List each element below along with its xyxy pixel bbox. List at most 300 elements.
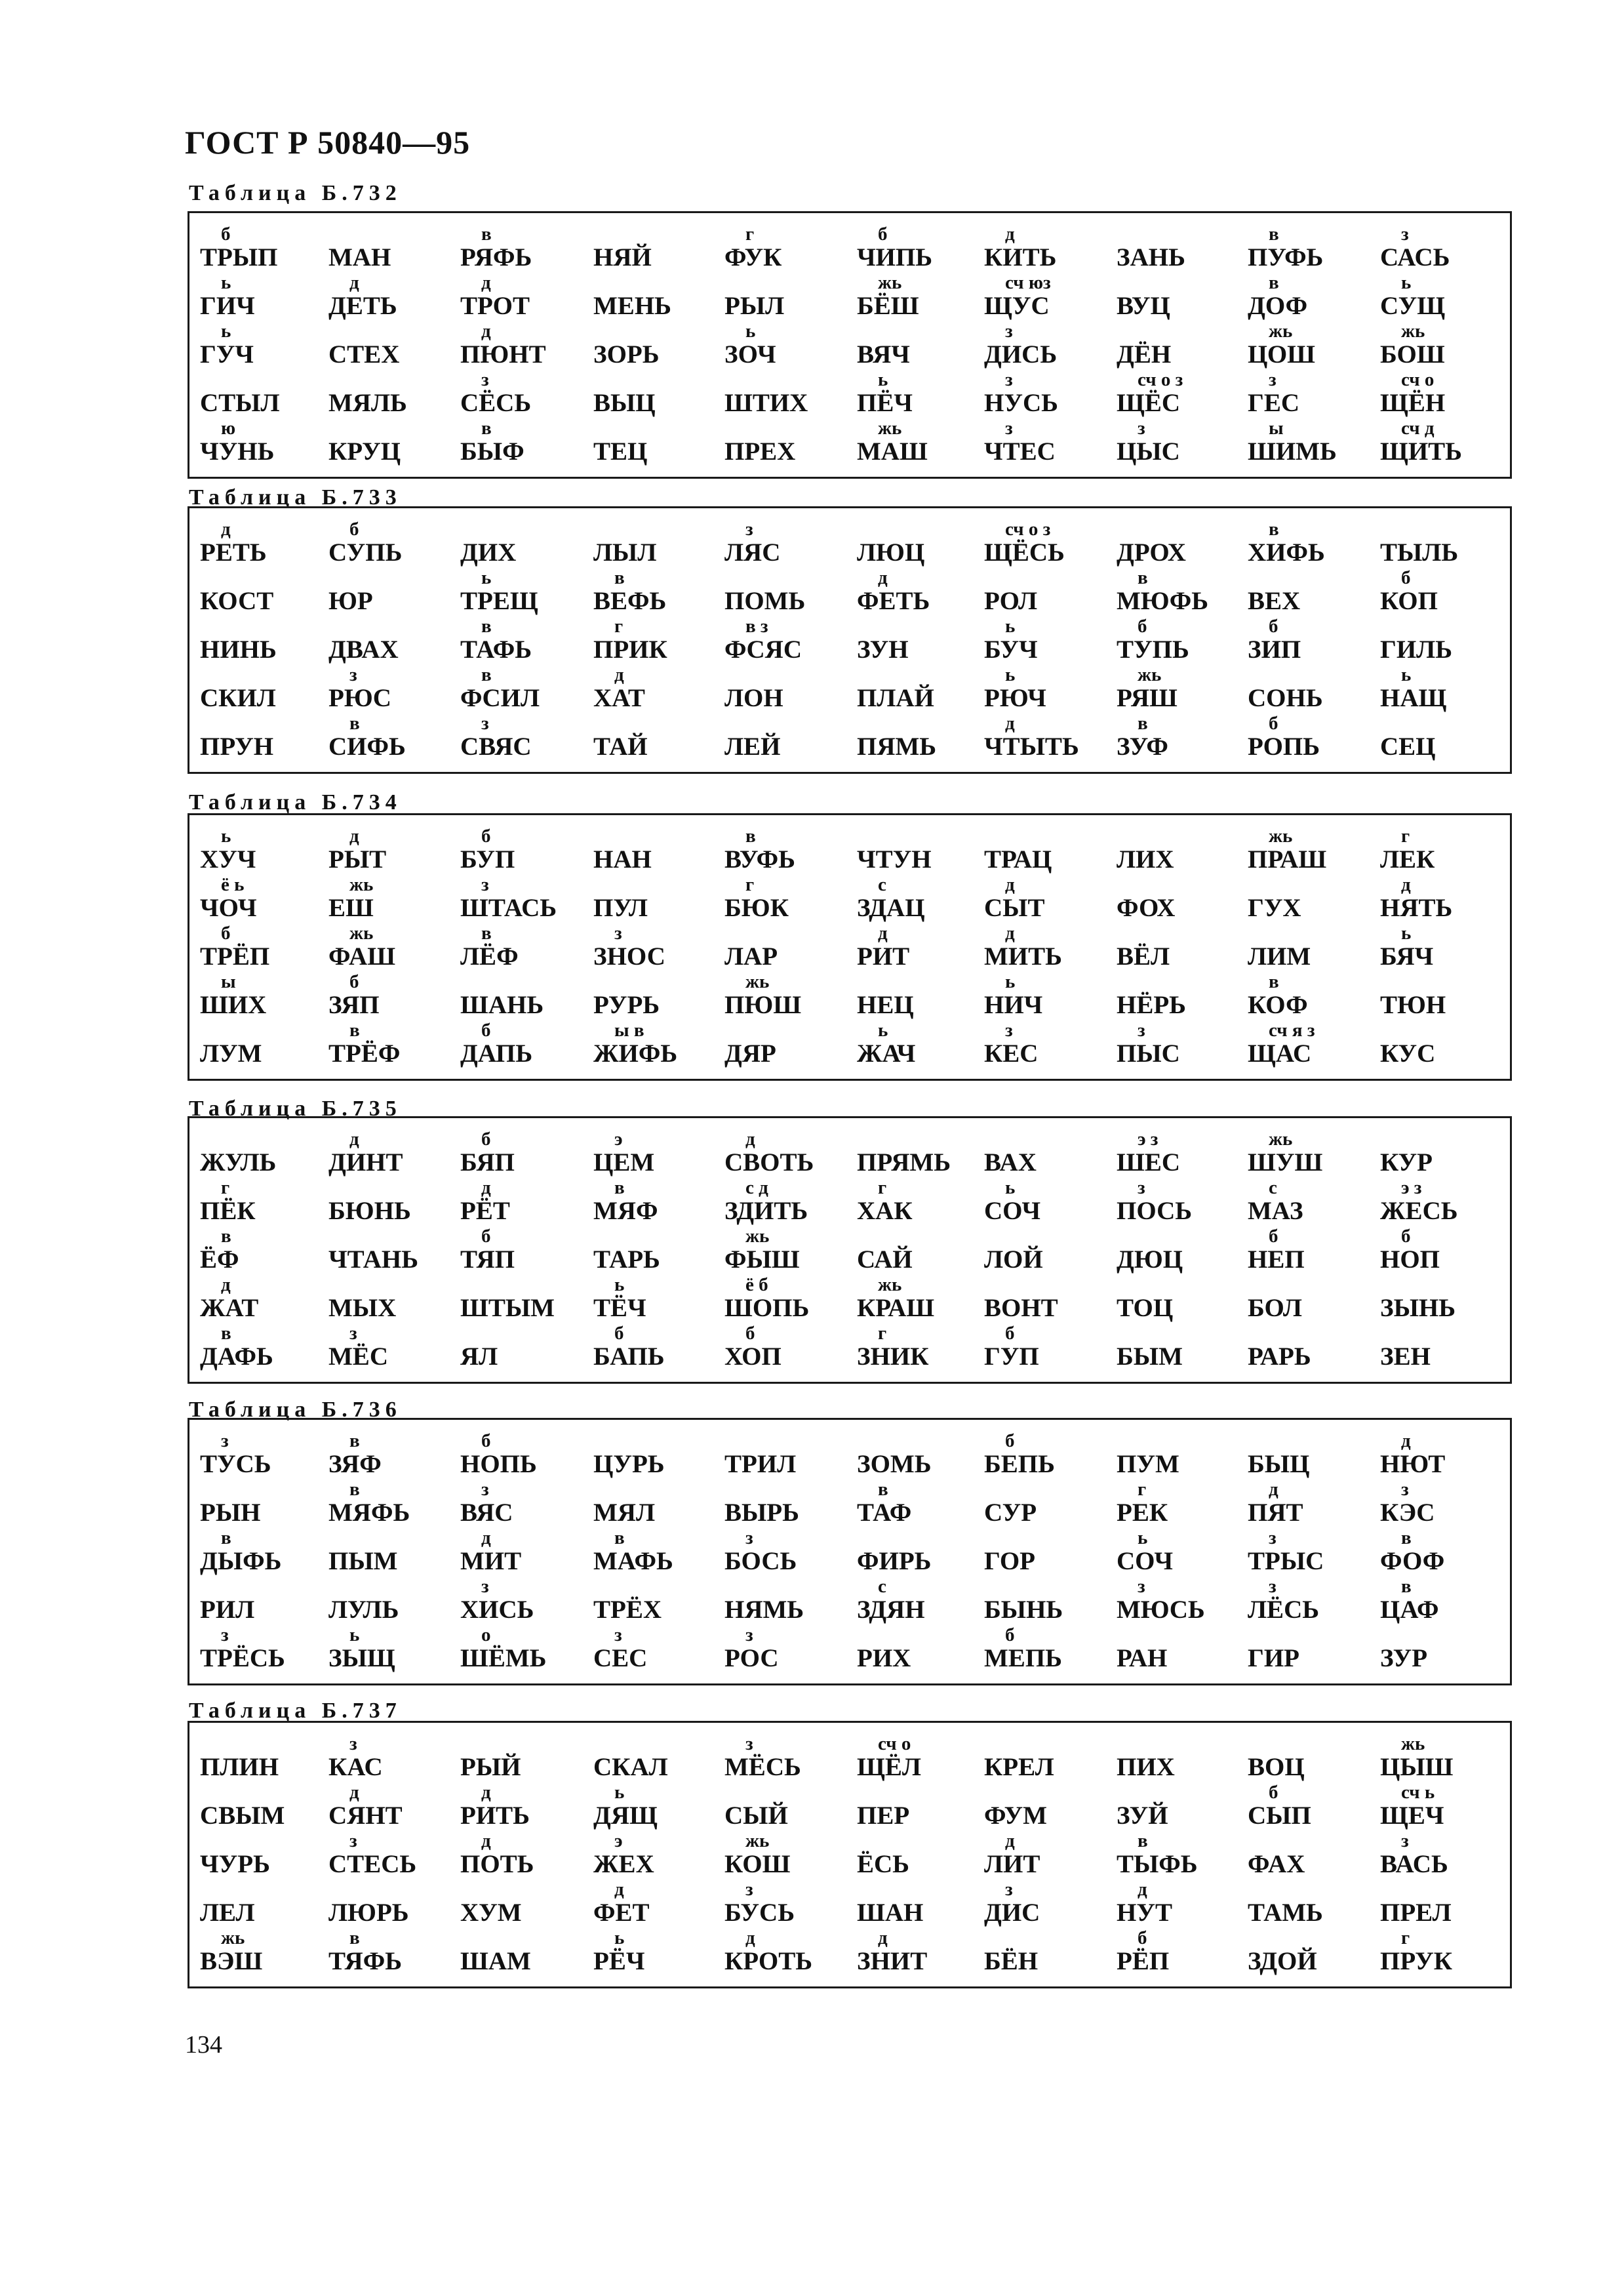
- syllable-word: МЯЛЬ: [328, 389, 407, 417]
- phonetic-mark: г: [878, 1177, 887, 1198]
- phonetic-mark: д: [349, 1129, 359, 1150]
- syllable-word: БУП: [460, 845, 515, 874]
- syllable-word: РАРЬ: [1248, 1342, 1311, 1371]
- syllable-word: ЧИПЬ: [857, 243, 933, 272]
- syllable-word: ПЮШ: [724, 991, 802, 1019]
- phonetic-mark: б: [481, 1226, 491, 1247]
- phonetic-mark: з: [481, 713, 489, 734]
- syllable-word: ПРЕХ: [724, 437, 796, 466]
- syllable-word: НЁРЬ: [1117, 991, 1186, 1019]
- syllable-word: СТЫЛ: [200, 389, 280, 417]
- phonetic-mark: ь: [614, 1782, 625, 1803]
- syllable-word: МЯФЬ: [328, 1499, 410, 1527]
- table-row: [189, 1529, 1510, 1576]
- syllable-word: ХОП: [724, 1342, 782, 1371]
- syllable-word: ХИФЬ: [1248, 538, 1325, 567]
- syllable-word: ТРЫП: [200, 243, 278, 272]
- syllable-word: ЖИФЬ: [593, 1039, 678, 1068]
- phonetic-mark: з: [1138, 1020, 1145, 1041]
- phonetic-mark: д: [1005, 874, 1015, 895]
- syllable-word: БЫМ: [1117, 1342, 1183, 1371]
- phonetic-mark: о: [481, 1624, 491, 1645]
- phonetic-mark: жь: [1269, 1129, 1293, 1150]
- phonetic-mark: ь: [221, 321, 231, 342]
- word-table: [188, 813, 1512, 1081]
- syllable-word: НУТ: [1117, 1899, 1172, 1927]
- phonetic-mark: э з: [1138, 1129, 1159, 1150]
- syllable-word: НЯЙ: [593, 243, 652, 272]
- syllable-word: КАС: [328, 1753, 383, 1781]
- syllable-word: ЦУРЬ: [593, 1450, 665, 1478]
- phonetic-mark: в: [481, 616, 492, 637]
- syllable-word: ТЯП: [460, 1245, 515, 1274]
- syllable-word: ТРЫС: [1248, 1547, 1324, 1575]
- syllable-word: ДВАХ: [328, 635, 399, 664]
- syllable-word: СЁСЬ: [460, 389, 532, 417]
- syllable-word: СУПЬ: [328, 538, 403, 567]
- syllable-word: НИНЬ: [200, 635, 277, 664]
- syllable-word: ДЁН: [1117, 340, 1172, 369]
- phonetic-mark: в: [614, 1527, 625, 1548]
- phonetic-mark: ь: [1005, 971, 1016, 992]
- syllable-word: ЗОМЬ: [857, 1450, 932, 1478]
- syllable-word: КЕС: [984, 1039, 1039, 1068]
- syllable-word: РЯФЬ: [460, 243, 532, 272]
- syllable-word: ФАШ: [328, 942, 396, 971]
- phonetic-mark: с: [878, 874, 886, 895]
- syllable-word: БЕПЬ: [984, 1450, 1055, 1478]
- table-row: [189, 1626, 1510, 1673]
- syllable-word: МИТ: [460, 1547, 522, 1575]
- syllable-word: РАН: [1117, 1644, 1168, 1672]
- phonetic-mark: б: [614, 1323, 624, 1344]
- syllable-word: ШТАСЬ: [460, 894, 557, 922]
- phonetic-mark: д: [481, 321, 491, 342]
- syllable-word: РЫЛ: [724, 292, 785, 320]
- syllable-word: ВЭШ: [200, 1947, 263, 1975]
- phonetic-mark: жь: [745, 1830, 770, 1851]
- phonetic-mark: з: [1005, 1020, 1013, 1041]
- syllable-word: ТАФЬ: [460, 635, 532, 664]
- syllable-word: КОП: [1380, 587, 1438, 615]
- syllable-word: ДИХ: [460, 538, 517, 567]
- syllable-word: БЮК: [724, 894, 789, 922]
- syllable-word: СТЕХ: [328, 340, 400, 369]
- syllable-word: ФСИЛ: [460, 684, 540, 712]
- syllable-word: ЦАФ: [1380, 1596, 1439, 1624]
- phonetic-mark: э з: [1401, 1177, 1422, 1198]
- word-table: [188, 1418, 1512, 1685]
- syllable-word: ЗЕН: [1380, 1342, 1431, 1371]
- phonetic-mark: б: [1269, 1226, 1278, 1247]
- phonetic-mark: д: [481, 1782, 491, 1803]
- phonetic-mark: в: [481, 923, 492, 944]
- syllable-word: ЛОН: [724, 684, 783, 712]
- syllable-word: ЧУНЬ: [200, 437, 275, 466]
- syllable-word: ТАМЬ: [1248, 1899, 1323, 1927]
- syllable-word: БЫНЬ: [984, 1596, 1063, 1624]
- syllable-word: ЩЕЧ: [1380, 1802, 1444, 1830]
- phonetic-mark: з: [1138, 1177, 1145, 1198]
- syllable-word: КОШ: [724, 1850, 791, 1878]
- phonetic-mark: в: [221, 1323, 231, 1344]
- syllable-word: ВАХ: [984, 1148, 1037, 1177]
- syllable-word: ПУЛ: [593, 894, 648, 922]
- table-row: [189, 1324, 1510, 1371]
- phonetic-mark: д: [1005, 713, 1015, 734]
- syllable-word: СВОТЬ: [724, 1148, 814, 1177]
- syllable-word: ПОМЬ: [724, 587, 806, 615]
- table-row: [189, 1480, 1510, 1527]
- phonetic-mark: ь: [614, 1274, 625, 1295]
- syllable-word: МЕНЬ: [593, 292, 671, 320]
- phonetic-mark: э: [614, 1830, 623, 1851]
- phonetic-mark: с: [878, 1576, 886, 1597]
- syllable-word: ЩЁСЬ: [984, 538, 1065, 567]
- phonetic-mark: з: [1138, 1576, 1145, 1597]
- word-table: [188, 1116, 1512, 1384]
- syllable-word: ГИЛЬ: [1380, 635, 1452, 664]
- syllable-word: ЦЫС: [1117, 437, 1180, 466]
- phonetic-mark: ь: [1005, 664, 1016, 685]
- syllable-word: МЫХ: [328, 1294, 397, 1322]
- syllable-word: ЗДАЦ: [857, 894, 925, 922]
- syllable-word: ФЕТЬ: [857, 587, 930, 615]
- syllable-word: ЧТЫТЬ: [984, 733, 1079, 761]
- phonetic-mark: з: [1269, 1527, 1277, 1548]
- syllable-word: ТРЁФ: [328, 1039, 401, 1068]
- syllable-word: ЧТАНЬ: [328, 1245, 418, 1274]
- syllable-word: РЮЧ: [984, 684, 1046, 712]
- phonetic-mark: з: [481, 1576, 489, 1597]
- document-header: ГОСТ Р 50840—95: [185, 124, 471, 161]
- syllable-word: ЁСЬ: [857, 1850, 909, 1878]
- syllable-word: КРЕЛ: [984, 1753, 1054, 1781]
- syllable-word: ЛЁСЬ: [1248, 1596, 1320, 1624]
- phonetic-mark: з: [745, 1879, 753, 1900]
- syllable-word: ПРУН: [200, 733, 274, 761]
- syllable-word: РЫЙ: [460, 1753, 521, 1781]
- phonetic-mark: в: [481, 224, 492, 245]
- table-row: [189, 569, 1510, 616]
- syllable-word: ТЫФЬ: [1117, 1850, 1198, 1878]
- phonetic-mark: в: [1269, 272, 1279, 293]
- syllable-word: САСЬ: [1380, 243, 1450, 272]
- syllable-word: РЮС: [328, 684, 391, 712]
- syllable-word: МЁСЬ: [724, 1753, 801, 1781]
- syllable-word: ЖЕХ: [593, 1850, 654, 1878]
- syllable-word: ДИС: [984, 1899, 1040, 1927]
- syllable-word: БУСЬ: [724, 1899, 795, 1927]
- phonetic-mark: з: [481, 874, 489, 895]
- syllable-word: ФОХ: [1117, 894, 1176, 922]
- syllable-word: ВОЦ: [1248, 1753, 1305, 1781]
- table-caption: Таблица Б.734: [189, 790, 402, 815]
- syllable-word: ТРАЦ: [984, 845, 1052, 874]
- syllable-word: МИТЬ: [984, 942, 1062, 971]
- syllable-word: НУСЬ: [984, 389, 1058, 417]
- phonetic-mark: сч юз: [1005, 272, 1051, 293]
- phonetic-mark: з: [1269, 369, 1277, 390]
- syllable-word: ВОНТ: [984, 1294, 1058, 1322]
- phonetic-mark: з: [1269, 1576, 1277, 1597]
- phonetic-mark: жь: [1269, 321, 1293, 342]
- syllable-word: ЗДЯН: [857, 1596, 925, 1624]
- syllable-word: БЮНЬ: [328, 1197, 411, 1225]
- phonetic-mark: б: [349, 519, 359, 540]
- syllable-word: ЛУМ: [200, 1039, 262, 1068]
- phonetic-mark: з: [1401, 1479, 1409, 1500]
- phonetic-mark: в: [349, 1020, 360, 1041]
- phonetic-mark: д: [878, 923, 888, 944]
- syllable-word: ЗУР: [1380, 1644, 1428, 1672]
- syllable-word: ФЕТ: [593, 1899, 650, 1927]
- phonetic-mark: б: [878, 224, 888, 245]
- syllable-word: ФУК: [724, 243, 782, 272]
- word-table: [188, 506, 1512, 774]
- phonetic-mark: ь: [1401, 923, 1412, 944]
- phonetic-mark: ы: [221, 971, 236, 992]
- table-row: [189, 322, 1510, 369]
- phonetic-mark: д: [481, 272, 491, 293]
- syllable-word: ВАСЬ: [1380, 1850, 1448, 1878]
- syllable-word: РЁЧ: [593, 1947, 645, 1975]
- phonetic-mark: в: [614, 1177, 625, 1198]
- phonetic-mark: ы в: [614, 1020, 644, 1041]
- phonetic-mark: д: [1005, 923, 1015, 944]
- phonetic-mark: з: [349, 664, 357, 685]
- syllable-word: МЮСЬ: [1117, 1596, 1205, 1624]
- syllable-word: ПРИК: [593, 635, 667, 664]
- syllable-word: ХУЧ: [200, 845, 256, 874]
- syllable-word: ДЮЦ: [1117, 1245, 1183, 1274]
- table-row: [189, 1130, 1510, 1177]
- syllable-word: ПОСЬ: [1117, 1197, 1193, 1225]
- syllable-word: РЕТЬ: [200, 538, 267, 567]
- phonetic-mark: жь: [1138, 664, 1162, 685]
- phonetic-mark: в: [1401, 1527, 1412, 1548]
- syllable-word: БЁН: [984, 1947, 1039, 1975]
- syllable-word: ЦОШ: [1248, 340, 1315, 369]
- syllable-word: ХУМ: [460, 1899, 522, 1927]
- word-table: [188, 1721, 1512, 1988]
- phonetic-mark: б: [1005, 1430, 1015, 1451]
- phonetic-mark: в: [614, 567, 625, 588]
- syllable-word: СВЫМ: [200, 1802, 285, 1830]
- phonetic-mark: в: [1269, 519, 1279, 540]
- syllable-word: ГИР: [1248, 1644, 1299, 1672]
- syllable-word: ЧУРЬ: [200, 1850, 270, 1878]
- phonetic-mark: сч ь: [1401, 1782, 1435, 1803]
- table-row: [189, 1227, 1510, 1274]
- syllable-word: ТРЁП: [200, 942, 270, 971]
- syllable-word: ЗАНЬ: [1117, 243, 1185, 272]
- syllable-word: ЛЁФ: [460, 942, 519, 971]
- phonetic-mark: б: [1269, 713, 1278, 734]
- syllable-word: БОЛ: [1248, 1294, 1302, 1322]
- syllable-word: ЗДОЙ: [1248, 1947, 1317, 1975]
- phonetic-mark: з: [1005, 369, 1013, 390]
- syllable-word: ГОР: [984, 1547, 1035, 1575]
- syllable-word: ТОЦ: [1117, 1294, 1174, 1322]
- phonetic-mark: в: [349, 1927, 360, 1948]
- table-row: [189, 876, 1510, 923]
- phonetic-mark: з: [481, 369, 489, 390]
- syllable-word: МАЗ: [1248, 1197, 1303, 1225]
- phonetic-mark: д: [481, 1830, 491, 1851]
- phonetic-mark: г: [221, 1177, 230, 1198]
- table-row: [189, 371, 1510, 418]
- phonetic-mark: б: [1005, 1624, 1015, 1645]
- syllable-word: ЗУФ: [1117, 733, 1168, 761]
- phonetic-mark: ё ь: [221, 874, 245, 895]
- syllable-word: ПЯТ: [1248, 1499, 1303, 1527]
- table-row: [189, 520, 1510, 567]
- table-row: [189, 1178, 1510, 1226]
- phonetic-mark: г: [745, 874, 755, 895]
- syllable-word: ГУХ: [1248, 894, 1301, 922]
- syllable-word: ЩУС: [984, 292, 1050, 320]
- syllable-word: ТЁЧ: [593, 1294, 646, 1322]
- syllable-word: ЩЁН: [1380, 389, 1446, 417]
- phonetic-mark: б: [481, 1129, 491, 1150]
- syllable-word: ТУПЬ: [1117, 635, 1189, 664]
- phonetic-mark: з: [349, 1323, 357, 1344]
- phonetic-mark: д: [349, 1782, 359, 1803]
- syllable-word: ШАМ: [460, 1947, 531, 1975]
- phonetic-mark: б: [481, 826, 491, 847]
- syllable-word: ПЁЧ: [857, 389, 913, 417]
- phonetic-mark: б: [1401, 1226, 1411, 1247]
- phonetic-mark: ь: [878, 1020, 888, 1041]
- phonetic-mark: ь: [221, 826, 231, 847]
- syllable-word: СЕЦ: [1380, 733, 1436, 761]
- syllable-word: РИЛ: [200, 1596, 255, 1624]
- syllable-word: НОПЬ: [460, 1450, 537, 1478]
- phonetic-mark: б: [1138, 616, 1147, 637]
- table-caption: Таблица Б.733: [189, 485, 402, 510]
- phonetic-mark: д: [614, 664, 624, 685]
- syllable-word: ТАЙ: [593, 733, 648, 761]
- syllable-word: ДРОХ: [1117, 538, 1186, 567]
- syllable-word: ЖЕСЬ: [1380, 1197, 1458, 1225]
- phonetic-mark: д: [221, 1274, 231, 1295]
- syllable-word: НЯМЬ: [724, 1596, 804, 1624]
- phonetic-mark: ь: [614, 1927, 625, 1948]
- syllable-word: РУРЬ: [593, 991, 660, 1019]
- table-caption: Таблица Б.735: [189, 1097, 402, 1121]
- syllable-word: ЗЯП: [328, 991, 380, 1019]
- phonetic-mark: в: [349, 1430, 360, 1451]
- phonetic-mark: б: [745, 1323, 755, 1344]
- syllable-word: РИТ: [857, 942, 910, 971]
- phonetic-mark: б: [1138, 1927, 1147, 1948]
- syllable-word: ТРОТ: [460, 292, 530, 320]
- syllable-word: ПЁК: [200, 1197, 256, 1225]
- syllable-word: ФАХ: [1248, 1850, 1305, 1878]
- phonetic-mark: д: [1269, 1479, 1278, 1500]
- syllable-word: КОСТ: [200, 587, 274, 615]
- syllable-word: ШИХ: [200, 991, 267, 1019]
- phonetic-mark: з: [1138, 418, 1145, 439]
- syllable-word: СЫТ: [984, 894, 1045, 922]
- phonetic-mark: г: [1401, 826, 1410, 847]
- syllable-word: ЧОЧ: [200, 894, 257, 922]
- phonetic-mark: д: [481, 1527, 491, 1548]
- syllable-word: ТАФ: [857, 1499, 912, 1527]
- syllable-word: ЛУЛЬ: [328, 1596, 399, 1624]
- phonetic-mark: жь: [1269, 826, 1293, 847]
- syllable-word: ЛИТ: [984, 1850, 1040, 1878]
- syllable-word: БЫФ: [460, 437, 525, 466]
- syllable-word: ШАНЬ: [460, 991, 544, 1019]
- phonetic-mark: г: [745, 224, 755, 245]
- syllable-word: СЫЙ: [724, 1802, 788, 1830]
- syllable-word: ЧТУН: [857, 845, 932, 874]
- phonetic-mark: з: [745, 1733, 753, 1754]
- phonetic-mark: в: [349, 713, 360, 734]
- table-caption: Таблица Б.736: [189, 1398, 402, 1422]
- phonetic-mark: з: [745, 1527, 753, 1548]
- table-row: [189, 1735, 1510, 1782]
- syllable-word: СЕС: [593, 1644, 648, 1672]
- syllable-word: ТРЁСЬ: [200, 1644, 285, 1672]
- syllable-word: ДЯР: [724, 1039, 776, 1068]
- syllable-word: РОПЬ: [1248, 733, 1320, 761]
- syllable-word: ТРЁХ: [593, 1596, 662, 1624]
- phonetic-mark: жь: [745, 1226, 770, 1247]
- phonetic-mark: б: [221, 224, 231, 245]
- phonetic-mark: жь: [349, 874, 374, 895]
- phonetic-mark: д: [349, 826, 359, 847]
- syllable-word: ЩЁС: [1117, 389, 1181, 417]
- syllable-word: САЙ: [857, 1245, 913, 1274]
- syllable-word: ДИНТ: [328, 1148, 403, 1177]
- table-row: [189, 1577, 1510, 1624]
- phonetic-mark: г: [878, 1323, 887, 1344]
- phonetic-mark: г: [1138, 1479, 1147, 1500]
- syllable-word: ЛЕК: [1380, 845, 1435, 874]
- syllable-word: РИХ: [857, 1644, 911, 1672]
- syllable-word: НЯТЬ: [1380, 894, 1453, 922]
- phonetic-mark: ь: [1005, 616, 1016, 637]
- table-row: [189, 827, 1510, 874]
- table-row: [189, 1021, 1510, 1068]
- syllable-word: ПРЯМЬ: [857, 1148, 951, 1177]
- syllable-word: ПИХ: [1117, 1753, 1175, 1781]
- phonetic-mark: з: [349, 1830, 357, 1851]
- phonetic-mark: д: [349, 272, 359, 293]
- syllable-word: ШОПЬ: [724, 1294, 810, 1322]
- syllable-word: ШЁМЬ: [460, 1644, 547, 1672]
- syllable-word: ПУМ: [1117, 1450, 1179, 1478]
- phonetic-mark: жь: [878, 1274, 902, 1295]
- syllable-word: НЕП: [1248, 1245, 1305, 1274]
- page-number: 134: [185, 2031, 222, 2059]
- syllable-word: ТУСЬ: [200, 1450, 271, 1478]
- phonetic-mark: жь: [221, 1927, 245, 1948]
- syllable-word: ГУЧ: [200, 340, 254, 369]
- syllable-word: ФУМ: [984, 1802, 1047, 1830]
- phonetic-mark: б: [349, 971, 359, 992]
- syllable-word: ТРИЛ: [724, 1450, 797, 1478]
- syllable-word: ЗУЙ: [1117, 1802, 1168, 1830]
- syllable-word: ВЕХ: [1248, 587, 1301, 615]
- word-table: [188, 211, 1512, 479]
- syllable-word: РЕК: [1117, 1499, 1168, 1527]
- phonetic-mark: в: [1138, 1830, 1148, 1851]
- syllable-word: ЛЕЛ: [200, 1899, 255, 1927]
